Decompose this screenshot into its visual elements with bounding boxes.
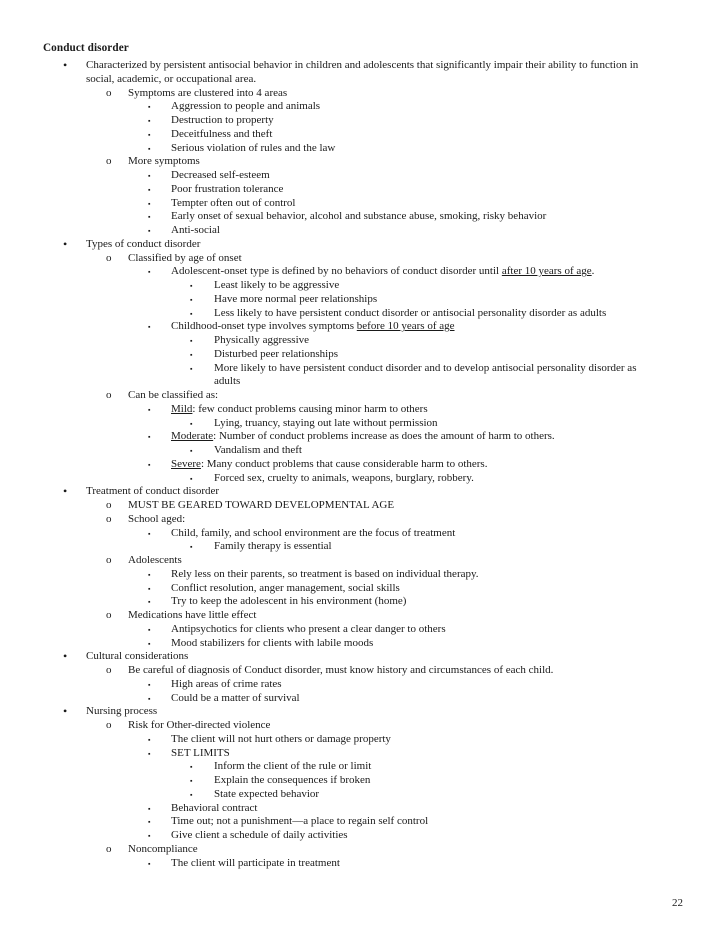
outline-item-level-1 [86,72,256,86]
outline-item-level-2 [106,498,395,512]
outline-item-text: Noncompliance [128,842,198,855]
outline-item-text: More likely to have persistent conduct disorder and to develop antisocial personality disorder as [214,361,637,374]
outline-item-text: Adolescent-onset type is defined by no behaviors of conduct disorder until [171,265,502,278]
outline-item-level-2 [106,663,554,677]
bullet-icon: ▪ [190,364,193,373]
outline-item-level-3 [148,113,274,127]
outline-item-level-3 [148,622,446,636]
bullet-icon: ▪ [190,282,193,290]
outline-item-level-4 [190,787,320,801]
outline-item-level-3 [148,264,595,278]
outline-item-level-3 [148,168,270,182]
outline-item-level-2 [106,842,198,856]
bullet-icon: o [106,499,112,511]
underlined-term: Moderate [171,430,214,443]
bullet-icon: ▪ [190,419,193,428]
outline-item-text: MUST BE GEARED TOWARD DEVELOPMENTAL AGE [128,499,395,511]
outline-item-level-4 [190,347,339,361]
outline-item-text: Risk for Other-directed violence [128,719,271,731]
bullet-icon: ▪ [148,680,151,689]
outline-item-text: Deceitfulness and theft [171,127,273,140]
outline-item-text: The client will not hurt others or damage property [171,732,391,745]
bullet-icon: ▪ [148,598,151,607]
outline-item-level-3 [148,127,273,141]
outline-item-text: Be careful of diagnosis of Conduct disorder, must know history and circumstances of each child. [128,664,554,676]
bullet-icon: ▪ [190,295,193,304]
bullet-icon: ▪ [148,570,151,579]
outline-item-text: More symptoms [128,155,200,168]
underlined-phrase: after 10 years of age [501,265,592,278]
outline-item-text: adults [214,375,241,388]
outline-item-level-2 [106,608,257,622]
outline-item-text: Destruction to property [171,114,274,126]
bullet-icon: ▪ [148,529,151,538]
outline-item-text: Poor frustration tolerance [171,182,284,195]
outline-item-text: Conflict resolution, anger management, social skills [171,581,400,594]
outline-item-text: Anti-social [171,224,220,236]
outline-item-text: The client will participate in treatment [171,856,340,869]
outline-item-text: Could be a matter of survival [171,691,300,704]
outline-item-level-4 [190,292,378,306]
outline-item-text: Try to keep the adolescent in his environment (home) [171,595,407,608]
outline-item-level-4 [190,471,474,485]
outline-item-level-3 [148,457,488,471]
bullet-icon: ▪ [148,735,151,744]
outline-item-text: SET LIMITS [171,746,230,759]
bullet-icon: • [63,649,68,664]
outline-item-level-3 [148,814,429,828]
outline-item-level-3 [148,402,428,416]
bullet-icon: ▪ [190,309,193,318]
outline-item-text: Least likely to be aggressive [214,279,340,291]
outline-item-text: social, academic, or occupational area. [86,72,257,85]
outline-item-text: : Number of conduct problems increase as does the amount of harm to others. [213,430,555,443]
outline-item-text: Classified by age of onset [128,251,242,264]
bullet-icon: ▪ [148,818,151,827]
outline-item-text: : few conduct problems causing minor harm to others [192,402,428,415]
outline-item-level-3 [148,856,340,870]
bullet-icon: ▪ [190,474,193,483]
outline-item-text: Decreased self-esteem [171,169,270,181]
outline-item-level-4 [190,443,302,457]
bullet-icon: • [63,484,68,499]
outline-item-level-3 [148,636,374,650]
bullet-icon: ▪ [148,405,151,414]
bullet-icon: ▪ [148,584,151,593]
outline-item-level-4 [190,306,607,320]
bullet-icon: o [106,389,112,401]
bullet-icon: ▪ [148,804,151,813]
bullet-icon: ▪ [148,199,151,208]
bullet-icon: ▪ [148,433,151,442]
bullet-icon: ▪ [148,749,151,758]
outline-item-text: State expected behavior [214,787,320,800]
underlined-phrase: before 10 years of age [356,320,455,333]
bullet-icon: ▪ [190,777,193,785]
outline-item-level-4 [190,333,310,347]
outline-item-level-3 [148,196,296,210]
outline-item-text: High areas of crime rates [171,677,282,690]
outline-item-level-2 [106,718,271,732]
outline-item-level-3 [148,99,321,113]
outline-item-level-3 [148,209,547,223]
outline-item-text: Types of conduct disorder [86,237,201,250]
outline-item-text: Symptoms are clustered into 4 areas [128,86,288,99]
outline-item-text: Lying, truancy, staying out late without permission [214,416,438,429]
outline-item-level-4 [190,539,332,553]
bullet-icon: • [63,58,68,72]
bullet-icon: o [106,86,112,99]
outline-item-level-4 [190,773,371,787]
outline-item-level-1 [63,704,158,719]
outline-item-text: Serious violation of rules and the law [171,141,336,154]
outline-item-level-3 [148,828,348,842]
bullet-icon: ▪ [148,832,151,840]
outline-item-level-1 [63,484,220,499]
outline-item-level-2 [106,251,242,265]
outline-item-text: Have more normal peer relationships [214,292,378,305]
bullet-icon: ▪ [190,350,193,359]
outline-item-level-4 [190,416,438,430]
bullet-icon: o [106,155,112,168]
outline-item-level-3 [148,691,300,705]
outline-item-text: Explain the consequences if broken [214,774,371,786]
outline-item-text: Forced sex, cruelty to animals, weapons, burglary, robbery. [214,471,474,484]
bullet-icon: o [106,512,112,525]
bullet-icon: ▪ [148,268,151,277]
outline-item-text: Rely less on their parents, so treatment is based on individual therapy. [171,567,479,580]
outline-item-level-3 [148,732,391,746]
bullet-icon: ▪ [190,790,193,799]
bullet-icon: ▪ [148,323,151,332]
outline-item-text: : Many conduct problems that cause considerable harm to others. [200,457,488,470]
bullet-icon: ▪ [148,103,151,112]
bullet-icon: ▪ [190,337,193,345]
outline-item-level-4 [214,374,240,388]
outline-item-level-3 [148,319,455,333]
bullet-icon: o [106,251,112,264]
outline-item-text: Can be classified as: [128,389,219,401]
bullet-icon: ▪ [190,763,193,772]
outline-item-text: Adolescents [128,554,182,566]
outline-item-text: Vandalism and theft [214,444,302,456]
outline-item-level-1 [63,649,189,664]
outline-item-text-tail: . [591,265,595,278]
outline-item-level-3 [148,581,400,595]
outline-item-text: Physically aggressive [214,334,310,346]
outline-item-text: Tempter often out of control [171,196,296,209]
outline-item-level-3 [148,677,282,691]
bullet-icon: ▪ [148,185,151,194]
bullet-icon: • [63,236,68,251]
outline-item-text: Disturbed peer relationships [214,347,339,360]
outline-item-level-1 [63,58,639,72]
outline-item-level-4 [190,361,637,375]
outline-item-text: Child, family, and school environment are the focus of treatment [171,526,456,539]
outline-item-text: Mood stabilizers for clients with labile moods [171,636,374,649]
outline-item-level-3 [148,746,230,760]
bullet-icon: ▪ [148,130,151,139]
outline-item-text: School aged: [128,512,186,525]
outline-item-level-2 [106,388,219,402]
bullet-icon: o [106,664,112,676]
outline-item-level-4 [190,278,340,292]
bullet-icon: o [106,842,112,855]
outline-item-text: Time out; not a punishment—a place to regain self control [171,815,429,828]
underlined-term: Mild [171,402,193,415]
outline-item-level-1 [63,236,201,251]
outline-item-text: Treatment of conduct disorder [86,485,220,498]
bullet-icon: ▪ [148,213,151,222]
outline-item-level-3 [148,141,336,155]
outline-item-text: Give client a schedule of daily activities [171,829,348,841]
outline-item-text: Inform the client of the rule or limit [214,760,372,773]
outline-item-text: Antipsychotics for clients who present a clear danger to others [171,622,446,635]
outline-item-level-2 [106,553,182,567]
bullet-icon: ▪ [148,460,151,469]
bullet-icon: ▪ [190,543,193,552]
outline-item-text: Nursing process [86,705,158,718]
outline-item-text: Family therapy is essential [214,540,332,553]
outline-item-text: Medications have little effect [128,609,257,621]
outline-item-level-3 [148,801,258,815]
bullet-icon: ▪ [148,144,151,153]
bullet-icon: ▪ [148,117,151,125]
bullet-icon: ▪ [148,625,151,634]
outline-item-level-2 [106,154,200,168]
outline-item-level-3 [148,526,456,540]
outline-item-level-2 [106,512,186,526]
page-number: 22 [672,897,683,909]
bullet-icon: ▪ [148,694,151,703]
section-title: Conduct disorder [43,42,129,54]
outline-item-level-3 [148,429,555,443]
outline-item-text: Characterized by persistent antisocial behavior in children and adolescents that significantly impair their ability to function in [86,59,639,71]
bullet-icon: ▪ [148,227,151,235]
outline-item-level-3 [148,594,407,608]
bullet-icon: • [63,704,68,719]
outline-item-level-2 [106,86,288,100]
bullet-icon: ▪ [148,859,151,868]
bullet-icon: ▪ [190,447,193,455]
bullet-icon: ▪ [148,172,151,180]
bullet-icon: o [106,609,112,621]
outline-item-text: Cultural considerations [86,650,189,663]
outline-item-text: Behavioral contract [171,801,258,814]
outline-item-text: Less likely to have persistent conduct disorder or antisocial personality disorder as adults [214,306,607,319]
outline-item-text: Aggression to people and animals [171,100,321,113]
bullet-icon: o [106,554,112,566]
outline-item-level-4 [190,759,372,773]
outline-item-level-3 [148,182,284,196]
outline-item-level-3 [148,567,479,581]
outline-item-text: Childhood-onset type involves symptoms [171,320,357,333]
outline-item-text: Early onset of sexual behavior, alcohol and substance abuse, smoking, risky behavior [171,210,547,223]
underlined-term: Severe [171,457,201,470]
outline-item-level-3 [148,223,220,237]
bullet-icon: ▪ [148,639,151,648]
bullet-icon: o [106,719,112,731]
